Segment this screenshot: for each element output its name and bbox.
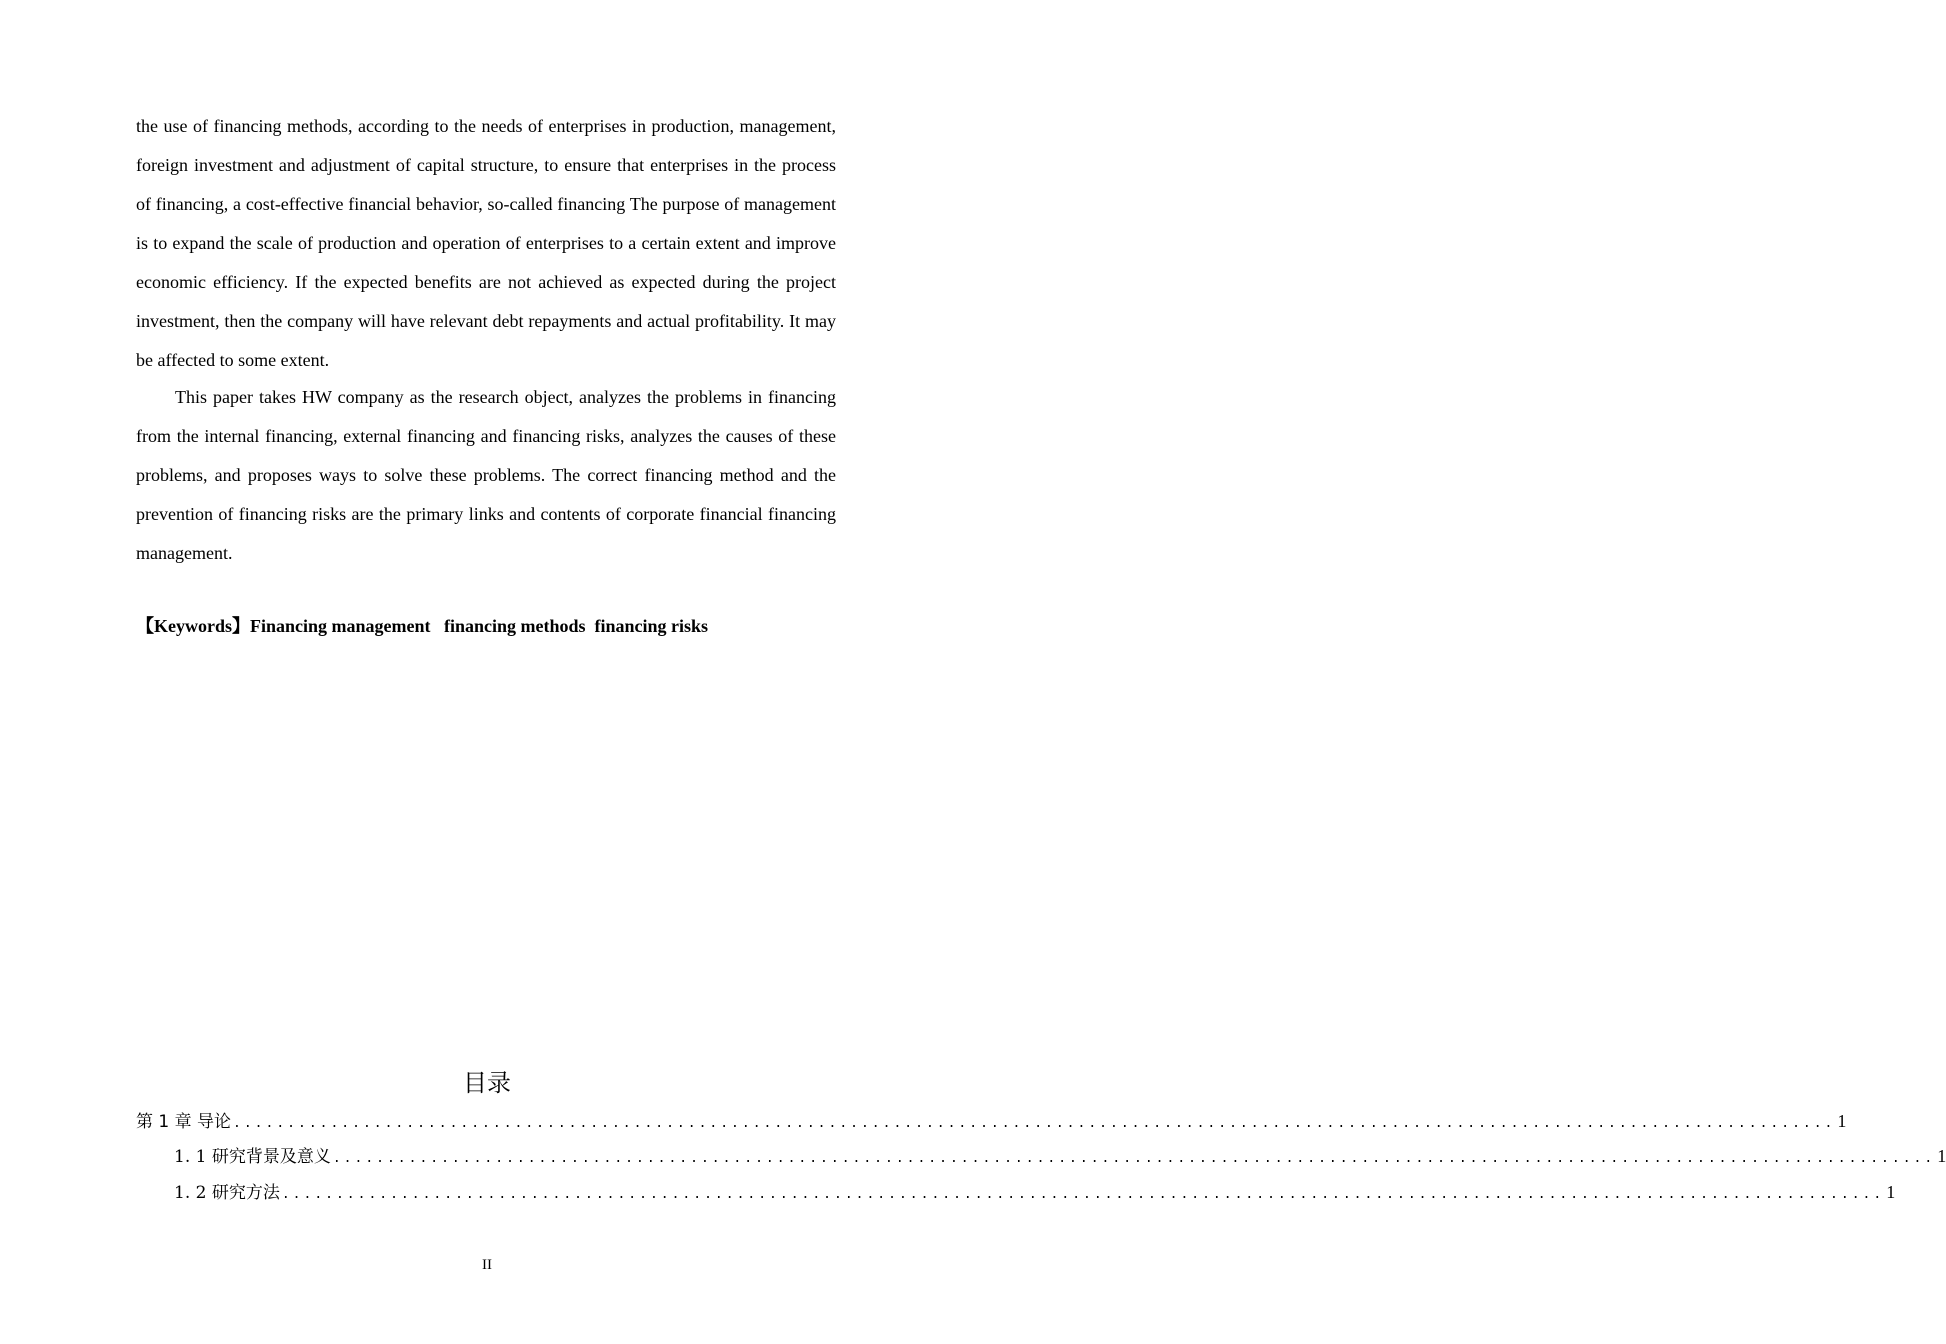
toc-entry-page: 1 — [1886, 1182, 1896, 1202]
toc-entry-label: 1. 1 研究背景及意义 — [174, 1147, 331, 1167]
toc-entry-page: 1 — [1937, 1146, 1946, 1166]
toc-entry-chapter-1[interactable] — [136, 1107, 1847, 1132]
toc-title: 目录 — [463, 1069, 511, 1097]
toc-entry-label: 第 1 章 导论 — [136, 1112, 232, 1132]
page-number: II — [482, 1257, 492, 1273]
abstract-paragraph-1: the use of financing methods, according to the needs of enterprises in production, management, foreign investment and adjustment of capital structure, to ensure that enterprises in the process of financing, a cost-effective financial behavior, so-called financing The purpose of management is to expand the scale of production and operation of enterprises to a certain extent and improve economic efficiency. If the expected benefits are not achieved as expected during the project investment, then the company will have relevant debt repayments and actual profitability. It may be affected to some extent. — [136, 116, 836, 370]
toc-entry-section-1-2[interactable] — [174, 1178, 1896, 1203]
toc-entry-section-1-1[interactable] — [174, 1142, 1946, 1167]
toc-dot-leader: .................................................................................................................................................... — [281, 1187, 1885, 1202]
toc-dot-leader: .................................................................................................................................................... — [332, 1151, 1936, 1166]
toc-entry-label: 1. 2 研究方法 — [174, 1183, 280, 1203]
toc-dot-leader: .................................................................................................................................................... — [233, 1116, 1836, 1131]
abstract-paragraph-2: This paper takes HW company as the research object, analyzes the problems in financing from the internal financing, external financing and financing risks, analyzes the causes of these problems, and proposes ways to solve these problems. The correct financing method and the prevention of financing risks are the primary links and contents of corporate financial financing management. — [136, 387, 836, 563]
toc-entry-page: 1 — [1837, 1111, 1847, 1131]
keywords-line: 【Keywords】Financing management financing methods financing risks — [136, 616, 709, 636]
